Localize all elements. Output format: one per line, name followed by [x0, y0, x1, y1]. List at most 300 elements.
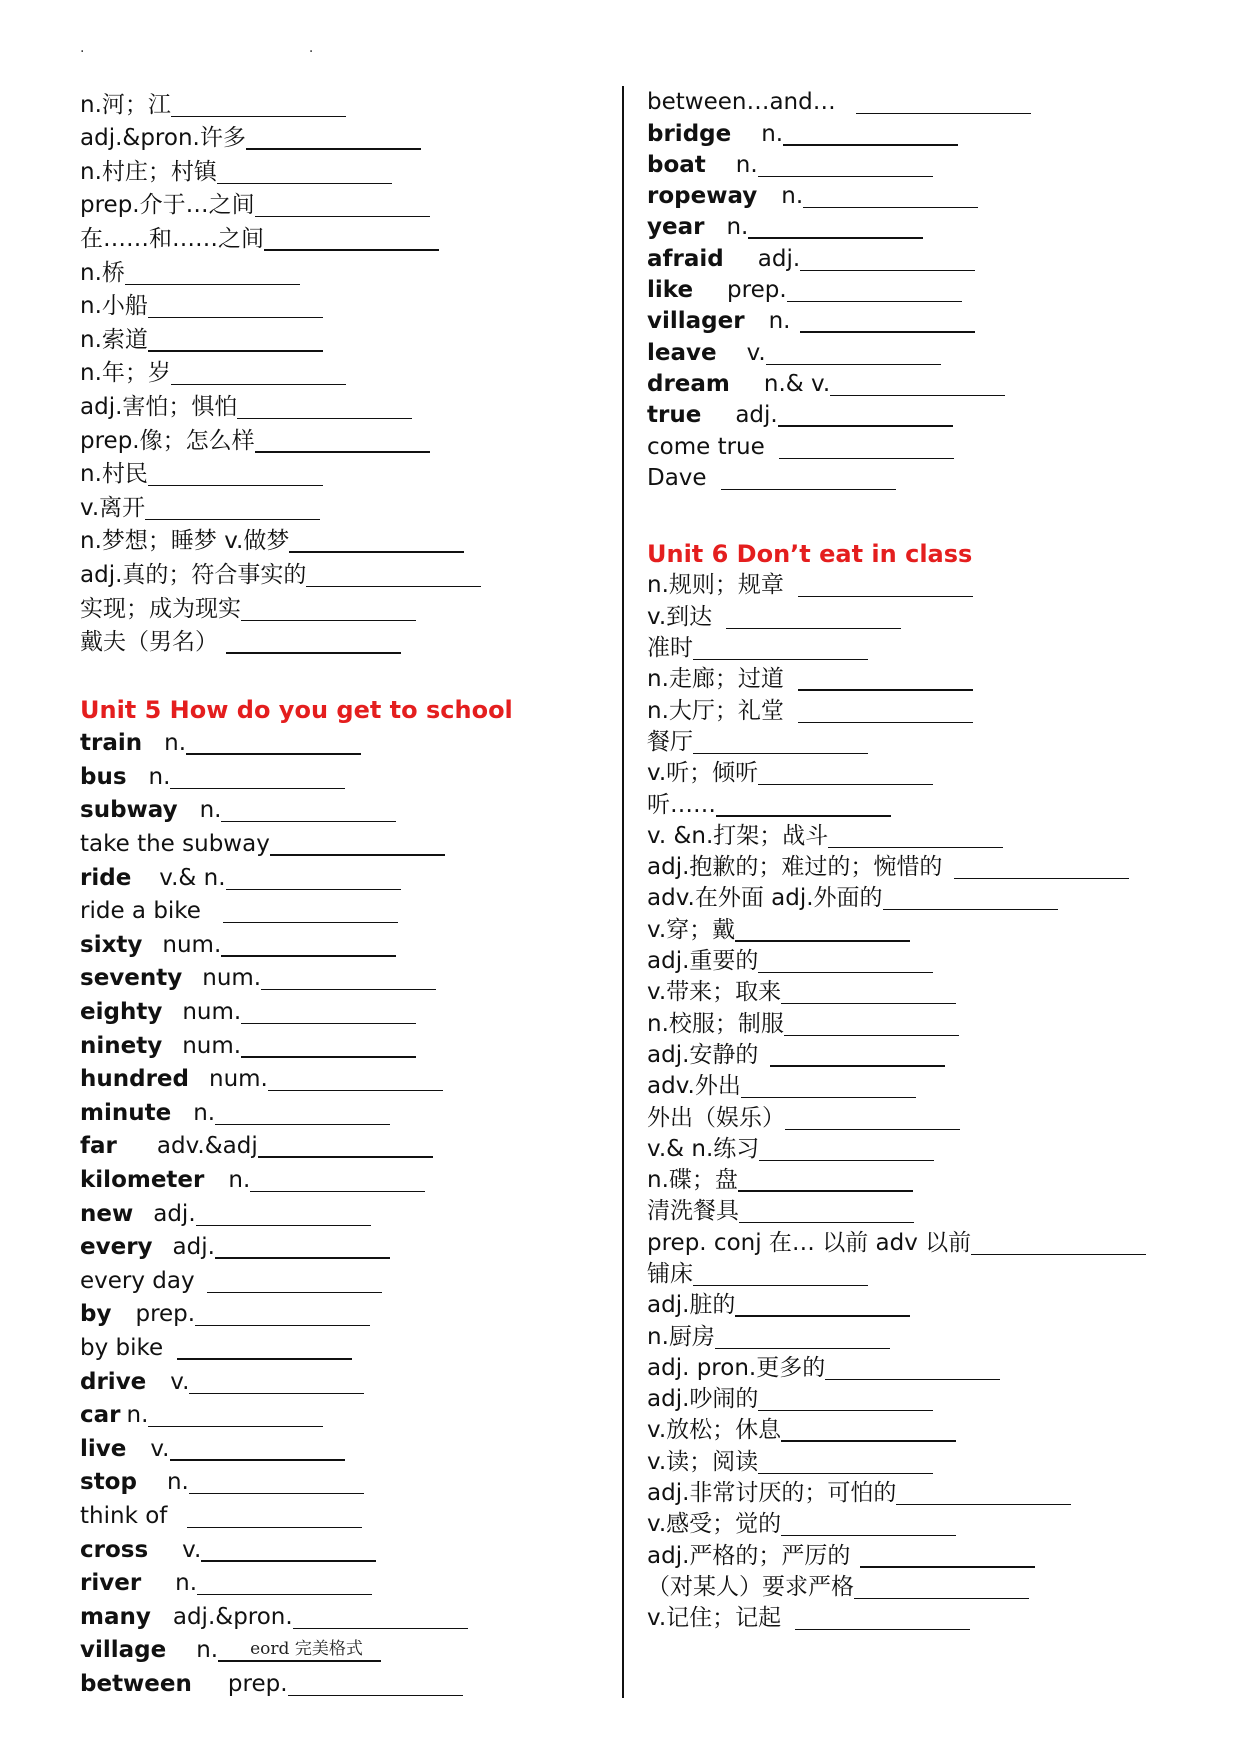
vocab-prompt: 实现；成为现实	[80, 595, 241, 622]
answer-blank[interactable]	[758, 152, 933, 177]
vocab-word: car	[80, 1402, 121, 1429]
vocab-prompt: n.小船	[80, 293, 148, 320]
answer-blank[interactable]	[825, 1355, 1000, 1380]
vocab-prompt: adj.抱歉的；难过的；惋惜的	[647, 854, 943, 881]
vocab-row	[647, 913, 1167, 944]
vocab-row	[647, 274, 1167, 305]
vocab-prompt: think of	[80, 1502, 168, 1529]
vocab-word: year	[647, 214, 705, 241]
answer-blank[interactable]	[268, 1066, 443, 1091]
vocab-row	[80, 792, 600, 826]
vocab-row	[647, 368, 1167, 399]
vocab-row	[80, 489, 600, 523]
part-of-speech: prep.	[227, 1670, 288, 1697]
part-of-speech: n.	[166, 1469, 189, 1496]
vocab-prompt: by bike	[80, 1334, 164, 1361]
vocab-row	[80, 355, 600, 389]
vocab-word: subway	[80, 797, 178, 824]
vocab-row	[80, 1464, 600, 1498]
answer-blank[interactable]	[306, 562, 481, 587]
vocab-row	[80, 187, 600, 221]
answer-blank[interactable]	[758, 948, 933, 973]
vocab-word: sixty	[80, 931, 143, 958]
vocab-row	[647, 242, 1167, 273]
answer-blank[interactable]	[250, 1167, 425, 1192]
vocab-row	[647, 1477, 1167, 1508]
part-of-speech: num.	[162, 931, 222, 958]
answer-blank[interactable]	[246, 124, 421, 150]
vocab-row	[80, 1061, 600, 1095]
vocab-prompt: adj.害怕；惧怕	[80, 393, 238, 420]
part-of-speech: prep.	[727, 277, 787, 304]
answer-blank[interactable]	[778, 401, 953, 427]
vocab-row	[647, 211, 1167, 242]
vocab-row	[80, 1497, 600, 1531]
vocab-prompt: 准时	[647, 635, 693, 662]
vocab-row	[647, 788, 1167, 819]
answer-blank[interactable]	[860, 1542, 1035, 1568]
vocab-word: bridge	[647, 120, 732, 147]
answer-blank[interactable]	[785, 1105, 960, 1130]
answer-blank[interactable]	[195, 1301, 370, 1326]
left-column	[80, 86, 600, 1699]
answer-blank[interactable]	[830, 371, 1005, 396]
answer-blank[interactable]	[207, 1268, 382, 1293]
answer-blank[interactable]	[954, 854, 1129, 879]
vocab-prompt: ride a bike	[80, 898, 201, 925]
vocab-row	[647, 1195, 1167, 1226]
vocab-row	[647, 1571, 1167, 1602]
answer-blank[interactable]	[145, 495, 320, 520]
section-spacer	[80, 657, 600, 691]
vocab-word: every	[80, 1234, 153, 1261]
answer-blank[interactable]	[735, 1291, 910, 1317]
vocab-row	[80, 1531, 600, 1565]
vocab-prompt: n.村庄；村镇	[80, 158, 217, 185]
answer-blank[interactable]	[270, 830, 445, 856]
vocab-row	[647, 1414, 1167, 1445]
vocab-prompt: Dave	[647, 464, 707, 491]
answer-blank[interactable]	[241, 999, 416, 1024]
vocab-prompt: n.梦想；睡梦 v.做梦	[80, 528, 290, 555]
vocab-row	[80, 1128, 600, 1162]
answer-blank[interactable]	[196, 1201, 371, 1226]
vocab-row	[647, 399, 1167, 430]
answer-blank[interactable]	[781, 1511, 956, 1536]
vocab-row	[647, 663, 1167, 694]
answer-blank[interactable]	[264, 225, 439, 251]
vocab-row	[80, 1632, 600, 1666]
answer-blank[interactable]	[201, 1536, 376, 1562]
vocab-row	[80, 388, 600, 422]
part-of-speech: num.	[209, 1066, 268, 1093]
vocab-prompt: adj.真的；符合事实的	[80, 561, 307, 588]
answer-blank[interactable]	[856, 89, 1031, 114]
vocab-row	[647, 1508, 1167, 1539]
part-of-speech: num.	[202, 965, 262, 992]
vocab-row	[80, 1195, 600, 1229]
vocab-row	[647, 180, 1167, 211]
vocab-row	[80, 1598, 600, 1632]
vocab-row	[647, 600, 1167, 631]
part-of-speech: n.	[196, 1637, 219, 1664]
vocab-prompt: n.厨房	[647, 1323, 715, 1350]
answer-blank[interactable]	[781, 1416, 956, 1442]
answer-blank[interactable]	[148, 461, 323, 486]
vocab-prompt: v. &n.打架；战斗	[647, 822, 829, 849]
vocab-word: true	[647, 402, 702, 429]
answer-blank[interactable]	[758, 1386, 933, 1411]
vocab-prompt: v.放松；休息	[647, 1417, 782, 1444]
answer-blank[interactable]	[148, 1402, 323, 1427]
part-of-speech: n.	[761, 120, 784, 147]
answer-blank[interactable]	[781, 979, 956, 1004]
answer-blank[interactable]	[784, 1011, 959, 1036]
vocab-row	[647, 569, 1167, 600]
part-of-speech: n.	[735, 151, 758, 178]
vocab-prompt: n.走廊；过道	[647, 666, 784, 693]
answer-blank[interactable]	[125, 260, 300, 285]
answer-blank[interactable]	[798, 698, 973, 723]
answer-blank[interactable]	[770, 1041, 945, 1067]
answer-blank[interactable]	[186, 729, 361, 755]
vocab-word: between	[80, 1670, 192, 1697]
vocab-prompt: 在……和……之间	[80, 225, 264, 252]
vocab-row	[80, 725, 600, 759]
answer-blank[interactable]	[221, 931, 396, 957]
answer-blank[interactable]	[803, 183, 978, 208]
part-of-speech: prep.	[135, 1301, 196, 1328]
answer-blank[interactable]	[971, 1230, 1146, 1255]
vocab-prompt: every day	[80, 1267, 195, 1294]
part-of-speech: n.	[228, 1167, 251, 1193]
vocab-row	[647, 820, 1167, 851]
unit-heading	[80, 691, 600, 725]
part-of-speech: n.	[175, 1570, 198, 1597]
vocab-row	[80, 220, 600, 254]
vocab-word: cross	[80, 1536, 149, 1563]
answer-blank[interactable]	[223, 898, 398, 923]
vocab-row	[647, 86, 1167, 117]
vocab-prompt: （对某人）要求严格	[647, 1573, 854, 1600]
vocab-prompt: 外出（娱乐）	[647, 1104, 785, 1131]
vocab-row	[647, 117, 1167, 148]
vocab-word: dream	[647, 370, 730, 397]
answer-blank[interactable]	[800, 307, 975, 333]
vocab-prompt: come true	[647, 433, 765, 460]
vocab-prompt: 铺床	[647, 1260, 693, 1287]
vocab-row	[80, 288, 600, 322]
answer-blank[interactable]	[215, 1233, 390, 1259]
part-of-speech: v.	[170, 1368, 190, 1395]
part-of-speech: adj.	[735, 402, 778, 429]
answer-blank[interactable]	[226, 628, 401, 654]
vocab-word: village	[80, 1637, 167, 1664]
answer-blank[interactable]	[288, 1671, 463, 1696]
part-of-speech: n.	[148, 763, 171, 790]
vocab-row	[647, 305, 1167, 336]
answer-blank[interactable]	[170, 1435, 345, 1461]
vocab-row	[647, 1289, 1167, 1320]
vocab-prompt: 听……	[647, 791, 716, 818]
answer-blank[interactable]	[255, 427, 430, 453]
answer-blank[interactable]	[800, 246, 975, 271]
answer-blank[interactable]	[171, 92, 346, 117]
vocab-row	[80, 1665, 600, 1699]
vocab-prompt: n.规则；规章	[647, 572, 784, 599]
answer-blank[interactable]	[293, 1604, 468, 1629]
vocab-word: train	[80, 730, 143, 757]
vocab-prompt: adj.非常讨厌的；可怕的	[647, 1480, 897, 1507]
vocab-row	[647, 694, 1167, 725]
answer-blank[interactable]	[738, 1166, 913, 1192]
vocab-prompt: v.记住；记起	[647, 1605, 782, 1632]
vocab-row	[80, 1329, 600, 1363]
vocab-row	[80, 825, 600, 859]
answer-blank[interactable]	[261, 965, 436, 990]
vocab-prompt: v.带来；取来	[647, 979, 782, 1006]
part-of-speech: n.	[199, 797, 222, 824]
vocab-word: leave	[647, 339, 717, 366]
vocab-word: new	[80, 1200, 134, 1227]
answer-blank[interactable]	[726, 604, 901, 629]
answer-blank[interactable]	[148, 293, 323, 318]
vocab-prompt: n.碟；盘	[647, 1167, 738, 1194]
vocab-row	[647, 976, 1167, 1007]
vocab-word: bus	[80, 763, 127, 790]
vocab-row	[80, 758, 600, 792]
vocab-word: drive	[80, 1368, 147, 1395]
part-of-speech: num.	[182, 999, 242, 1026]
answer-blank[interactable]	[189, 1469, 364, 1494]
answer-blank[interactable]	[170, 764, 345, 789]
vocab-row	[647, 726, 1167, 757]
vocab-row	[80, 960, 600, 994]
answer-blank[interactable]	[798, 572, 973, 597]
vocab-row	[80, 1565, 600, 1599]
vocab-row	[647, 430, 1167, 461]
vocab-row	[80, 523, 600, 557]
part-of-speech: adj.	[153, 1200, 196, 1227]
vocab-row	[80, 1262, 600, 1296]
answer-blank[interactable]	[693, 1261, 868, 1286]
vocab-row	[80, 624, 600, 658]
answer-blank[interactable]	[759, 1136, 934, 1161]
answer-blank[interactable]	[693, 729, 868, 754]
vocab-row	[647, 1383, 1167, 1414]
part-of-speech: adj.	[757, 245, 801, 272]
vocab-prompt: 清洗餐具	[647, 1198, 739, 1225]
part-of-speech: v.& n.	[159, 864, 226, 891]
vocab-row	[647, 851, 1167, 882]
vocab-word: ropeway	[647, 183, 758, 210]
vocab-word: far	[80, 1133, 117, 1160]
vocab-row	[647, 1007, 1167, 1038]
vocab-row	[647, 1226, 1167, 1257]
answer-blank[interactable]	[217, 159, 392, 184]
vocab-word: ride	[80, 864, 132, 891]
vocab-prompt: adj.脏的	[647, 1292, 736, 1319]
vocab-word: by	[80, 1301, 112, 1328]
answer-blank[interactable]	[171, 360, 346, 385]
answer-blank[interactable]	[241, 1032, 416, 1058]
vocab-prompt: prep. conj 在… 以前 adv 以前	[647, 1229, 972, 1256]
answer-blank[interactable]	[258, 1132, 433, 1158]
vocab-prompt: v.离开	[80, 494, 146, 521]
answer-blank[interactable]	[241, 596, 416, 621]
vocab-row	[647, 1133, 1167, 1164]
vocab-row	[647, 1352, 1167, 1383]
answer-blank[interactable]	[189, 1369, 364, 1394]
vocab-row	[80, 1363, 600, 1397]
part-of-speech: v.	[182, 1536, 202, 1563]
vocab-prompt: prep.像；怎么样	[80, 427, 255, 454]
part-of-speech: v.	[746, 339, 766, 366]
part-of-speech: n.	[726, 214, 749, 241]
vocab-prompt: adj.严格的；严厉的	[647, 1542, 851, 1569]
vocab-prompt: take the subway	[80, 831, 270, 858]
vocab-row	[80, 153, 600, 187]
vocab-row	[80, 859, 600, 893]
answer-blank[interactable]	[896, 1480, 1071, 1505]
vocab-word: minute	[80, 1099, 172, 1126]
answer-blank[interactable]	[779, 434, 954, 459]
answer-blank[interactable]	[148, 326, 323, 352]
vocab-word: seventy	[80, 965, 183, 992]
answer-blank[interactable]	[739, 1198, 914, 1223]
answer-blank[interactable]	[226, 865, 401, 890]
answer-blank[interactable]	[798, 665, 973, 691]
vocab-prompt: n.大厅；礼堂	[647, 697, 784, 724]
part-of-speech: adj.&pron.	[172, 1603, 293, 1630]
vocab-row	[647, 462, 1167, 493]
vocab-prompt: n.村民	[80, 461, 148, 488]
part-of-speech: n.	[193, 1099, 216, 1126]
vocab-row	[647, 1101, 1167, 1132]
vocab-row	[647, 945, 1167, 976]
header-dots: . .	[80, 40, 424, 56]
answer-blank[interactable]	[758, 760, 933, 785]
vocab-row	[80, 422, 600, 456]
vocab-row	[647, 632, 1167, 663]
vocab-row	[80, 321, 600, 355]
answer-blank[interactable]	[237, 394, 412, 419]
answer-blank[interactable]	[766, 340, 941, 365]
vocab-prompt: adj.重要的	[647, 948, 759, 975]
answer-blank[interactable]	[883, 885, 1058, 910]
part-of-speech: n.	[768, 308, 791, 335]
vocab-word: hundred	[80, 1066, 189, 1093]
part-of-speech: adv.&adj	[156, 1133, 258, 1160]
vocab-word: villager	[647, 308, 745, 335]
vocab-word: many	[80, 1603, 151, 1630]
answer-blank[interactable]	[715, 1324, 890, 1349]
answer-blank[interactable]	[177, 1334, 352, 1360]
vocab-prompt: v.听；倾听	[647, 760, 759, 787]
vocab-word: ninety	[80, 1032, 163, 1059]
answer-blank[interactable]	[741, 1073, 916, 1098]
vocab-row	[80, 254, 600, 288]
vocab-row	[80, 1027, 600, 1061]
answer-blank[interactable]	[716, 791, 891, 817]
vocab-row	[80, 120, 600, 154]
vocab-row	[80, 893, 600, 927]
vocab-prompt: adj.安静的	[647, 1041, 759, 1068]
vocab-row	[80, 556, 600, 590]
vocab-prompt: between…and…	[647, 89, 836, 116]
vocab-prompt: n.年；岁	[80, 360, 171, 387]
vocab-word: eighty	[80, 999, 163, 1026]
vocab-row	[80, 590, 600, 624]
vocab-prompt: v.到达	[647, 603, 713, 630]
unit-heading-text: Unit 6 Don’t eat in class	[647, 540, 973, 569]
answer-blank[interactable]	[795, 1605, 970, 1630]
part-of-speech: v.	[150, 1435, 170, 1462]
vocab-row	[647, 757, 1167, 788]
section-spacer	[647, 493, 1167, 538]
vocab-prompt: adj. pron.更多的	[647, 1354, 826, 1381]
vocab-row	[647, 1320, 1167, 1351]
vocab-row	[647, 1258, 1167, 1289]
vocab-row	[80, 926, 600, 960]
answer-blank[interactable]	[255, 192, 430, 217]
vocab-row	[647, 336, 1167, 367]
answer-blank[interactable]	[289, 527, 464, 553]
answer-blank[interactable]	[693, 635, 868, 660]
answer-blank[interactable]	[187, 1503, 362, 1528]
vocab-row	[80, 86, 600, 120]
part-of-speech: n.	[126, 1402, 149, 1429]
vocab-prompt: v.穿；戴	[647, 916, 736, 943]
part-of-speech: n.& v.	[763, 370, 831, 397]
vocab-word: like	[647, 277, 694, 304]
vocab-row	[647, 1070, 1167, 1101]
vocab-prompt: n.校服；制服	[647, 1010, 784, 1037]
vocab-prompt: v.读；阅读	[647, 1448, 759, 1475]
part-of-speech: n.	[781, 183, 804, 210]
vocab-prompt: n.索道	[80, 326, 148, 353]
answer-blank[interactable]	[221, 797, 396, 822]
vocab-row	[647, 1445, 1167, 1476]
answer-blank[interactable]	[854, 1574, 1029, 1599]
vocab-row	[647, 882, 1167, 913]
vocab-row	[647, 149, 1167, 180]
answer-blank[interactable]	[748, 213, 923, 239]
answer-blank[interactable]	[783, 120, 958, 146]
answer-blank[interactable]	[197, 1570, 372, 1595]
vocab-row	[647, 1164, 1167, 1195]
answer-blank[interactable]	[721, 465, 896, 490]
vocab-row	[80, 993, 600, 1027]
answer-blank[interactable]	[787, 277, 962, 302]
vocab-prompt: prep.介于…之间	[80, 192, 255, 219]
vocab-row	[80, 1296, 600, 1330]
answer-blank[interactable]	[215, 1100, 390, 1125]
vocab-word: river	[80, 1570, 142, 1597]
vocab-prompt: adj.吵闹的	[647, 1386, 759, 1413]
answer-blank[interactable]	[758, 1449, 933, 1474]
vocab-row	[647, 1539, 1167, 1570]
vocab-row	[80, 1397, 600, 1431]
vocab-prompt: 餐厅	[647, 728, 693, 755]
vocab-word: live	[80, 1435, 127, 1462]
vocab-row	[80, 456, 600, 490]
answer-blank[interactable]	[735, 916, 910, 942]
vocab-row	[80, 1430, 600, 1464]
answer-blank[interactable]	[828, 823, 1003, 848]
part-of-speech: adj.	[172, 1234, 215, 1261]
watermark-text: eord 完美格式	[218, 1638, 381, 1662]
